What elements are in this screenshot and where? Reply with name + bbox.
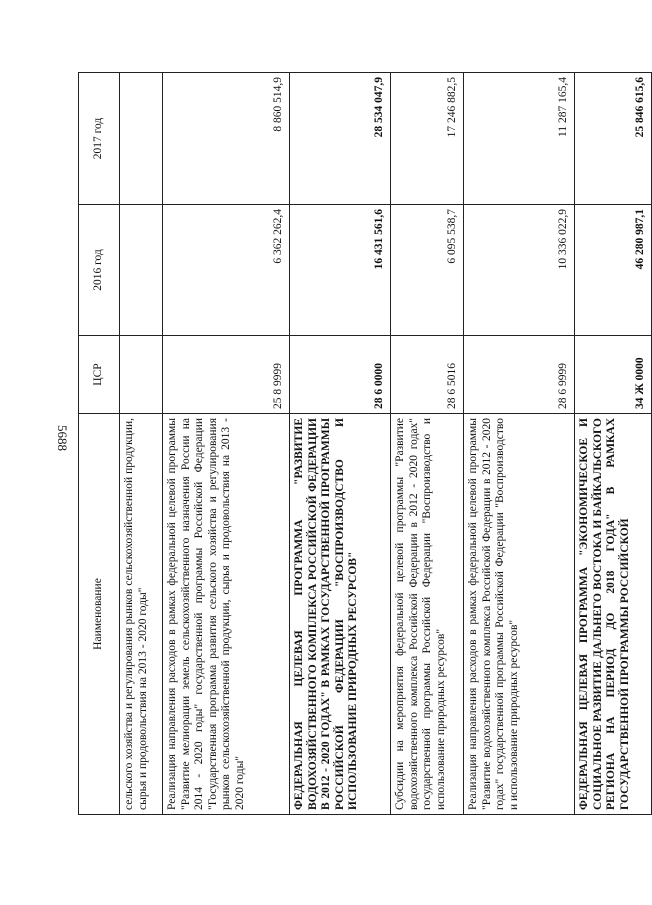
row-2016: 16 431 561,6 <box>290 205 391 336</box>
row-name: Субсидии на мероприятия федеральной целевой программы "Развитие водохозяйственного комплекса Российской Федерации в 2012 - 2020 годах" государственной программы Российской Федерации "Воспроизводство и использование природных ресурсов" <box>391 414 464 815</box>
table-row <box>163 73 290 815</box>
page-number: 5688 <box>55 425 70 451</box>
header-csr: ЦСР <box>79 336 120 414</box>
table-row <box>391 73 464 815</box>
header-name: Наименование <box>79 414 120 815</box>
row-2016 <box>120 205 163 336</box>
row-2017: 28 534 047,9 <box>290 73 391 205</box>
row-2017: 17 246 882,5 <box>391 73 464 205</box>
table-row <box>290 73 391 815</box>
table-row <box>464 73 575 815</box>
row-csr: 28 6 5016 <box>391 336 464 414</box>
row-csr <box>120 336 163 414</box>
row-csr: 25 8 9999 <box>163 336 290 414</box>
row-2017: 8 860 514,9 <box>163 73 290 205</box>
row-csr: 28 6 9999 <box>464 336 575 414</box>
row-2017: 11 287 165,4 <box>464 73 575 205</box>
budget-table <box>78 72 652 815</box>
row-name: ФЕДЕРАЛЬНАЯ ЦЕЛЕВАЯ ПРОГРАММА "ЭКОНОМИЧЕСКОЕ И СОЦИАЛЬНОЕ РАЗВИТИЕ ДАЛЬНЕГО ВОСТОКА И БАЙКАЛЬСКОГО РЕГИОНА НА ПЕРИОД ДО 2018 ГОДА" В РАМКАХ ГОСУДАРСТВЕННОЙ ПРОГРАММЫ РОССИЙСКОЙ <box>575 414 652 815</box>
budget-table-container <box>78 73 647 815</box>
table-header-row <box>79 73 120 815</box>
row-name: Реализация направления расходов в рамках федеральной целевой программы "Развитие мелиорации земель сельскохозяйственного назначения России на 2014 - 2020 годы" государственной программы Российской Федерации "Государственная программа развития сельского хозяйства и регулирования рынков сельскохозяйственной продукции, сырья и продовольствия на 2013 - 2020 годы" <box>163 414 290 815</box>
header-2016: 2016 год <box>79 205 120 336</box>
header-2017: 2017 год <box>79 73 120 205</box>
row-csr: 28 6 0000 <box>290 336 391 414</box>
row-name: Реализация направления расходов в рамках федеральной целевой программы "Развитие водохозяйственного комплекса Российской Федерации в 2012 - 2020 годах" государственной программы Российской Федерации "Воспроизводство и использование природных ресурсов" <box>464 414 575 815</box>
row-2017: 25 846 615,6 <box>575 73 652 205</box>
table-row <box>120 73 163 815</box>
row-2017 <box>120 73 163 205</box>
row-2016: 46 280 987,1 <box>575 205 652 336</box>
row-2016: 10 336 022,9 <box>464 205 575 336</box>
row-name: сельского хозяйства и регулирования рынков сельскохозяйственной продукции, сырья и продовольствия на 2013 - 2020 годы" <box>120 414 163 815</box>
row-2016: 6 362 262,4 <box>163 205 290 336</box>
row-2016: 6 095 538,7 <box>391 205 464 336</box>
row-name: ФЕДЕРАЛЬНАЯ ЦЕЛЕВАЯ ПРОГРАММА "РАЗВИТИЕ ВОДОХОЗЯЙСТВЕННОГО КОМПЛЕКСА РОССИЙСКОЙ ФЕДЕРАЦИИ В 2012 - 2020 ГОДАХ" В РАМКАХ ГОСУДАРСТВЕННОЙ ПРОГРАММЫ РОССИЙСКОЙ ФЕДЕРАЦИИ "ВОСПРОИЗВОДСТВО И ИСПОЛЬЗОВАНИЕ ПРИРОДНЫХ РЕСУРСОВ" <box>290 414 391 815</box>
table-row <box>575 73 652 815</box>
row-csr: 34 Ж 0000 <box>575 336 652 414</box>
